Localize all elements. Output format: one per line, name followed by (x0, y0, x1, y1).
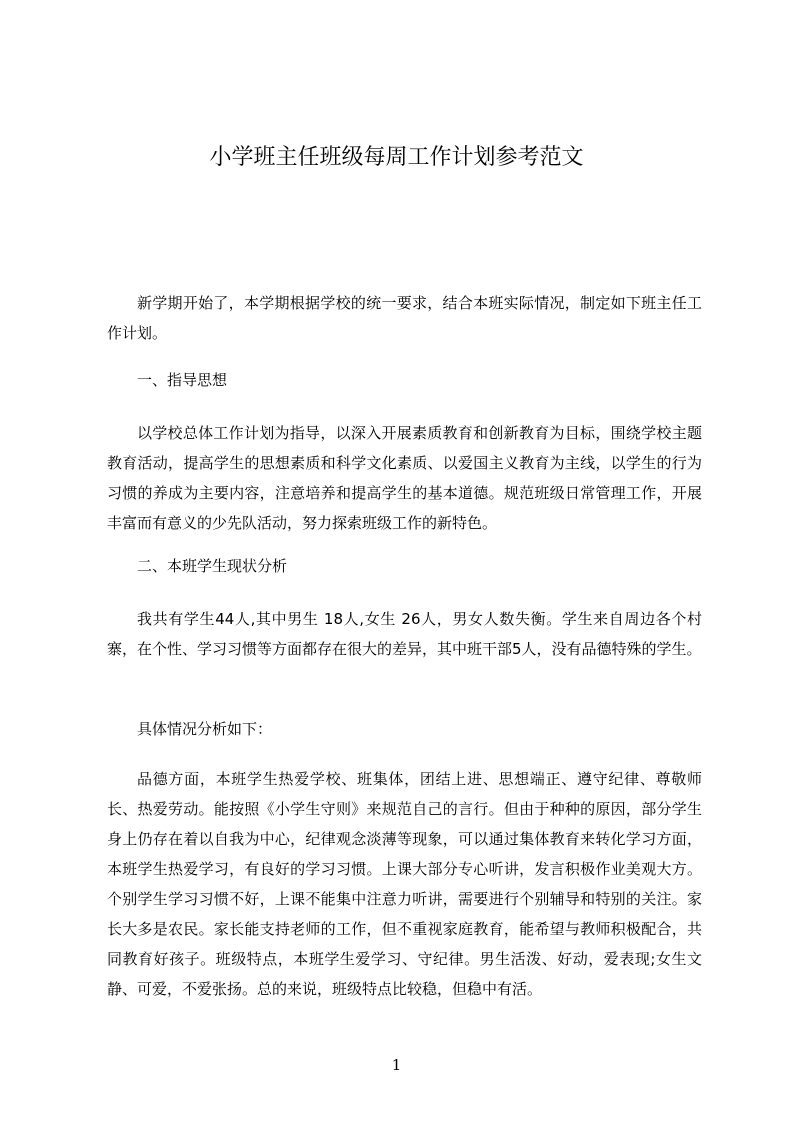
guiding-ideology-paragraph: 以学校总体工作计划为指导，以深入开展素质教育和创新教育为目标，围绕学校主题教育活动，提高学生的思想素质和科学文化素质、以爱国主义教育为主线，以学生的行为习惯的养成为主要内容，注意培养和提高学生的基本道德。规范班级日常管理工作，开展丰富而有意义的少先队活动，努力探索班级工作的新特色。 (107, 424, 702, 532)
section-heading-class-analysis: 二、本班学生现状分析 (137, 557, 288, 575)
page-title: 小学班主任班级每周工作计划参考范文 (209, 145, 584, 170)
intro-paragraph: 新学期开始了，本学期根据学校的统一要求，结合本班实际情况，制定如下班主任工作计划。 (107, 294, 702, 342)
section-heading-guiding-ideology: 一、指导思想 (137, 371, 228, 389)
detailed-analysis-paragraph: 品德方面，本班学生热爱学校、班集体，团结上进、思想端正、遵守纪律、尊敬师长、热爱劳动。能按照《小学生守则》来规范自己的言行。但由于种种的原因，部分学生身上仍存在着以自我为中心，纪律观念淡薄等现象，可以通过集体教育来转化学习方面，本班学生热爱学习，有良好的学习习惯。上课大部分专心听讲，发言积极作业美观大方。个别学生学习习惯不好，上课不能集中注意力听讲，需要进行个别辅导和特别的关注。家长大多是农民。家长能支持老师的工作，但不重视家庭教育，能希望与教师积极配合，共同教育好孩子。班级特点，本班学生爱学习、守纪律。男生活泼、好动，爱表现;女生文静、可爱，不爱张扬。总的来说，班级特点比较稳，但稳中有活。 (107, 770, 702, 998)
page-number: 1 (391, 1056, 402, 1074)
detailed-analysis-heading: 具体情况分析如下： (137, 720, 273, 738)
class-analysis-paragraph: 我共有学生44人,其中男生 18人,女生 26人，男女人数失衡。学生来自周边各个村寨，在个性、学习习惯等方面都存在很大的差异，其中班干部5人，没有品德特殊的学生。 (107, 610, 702, 658)
